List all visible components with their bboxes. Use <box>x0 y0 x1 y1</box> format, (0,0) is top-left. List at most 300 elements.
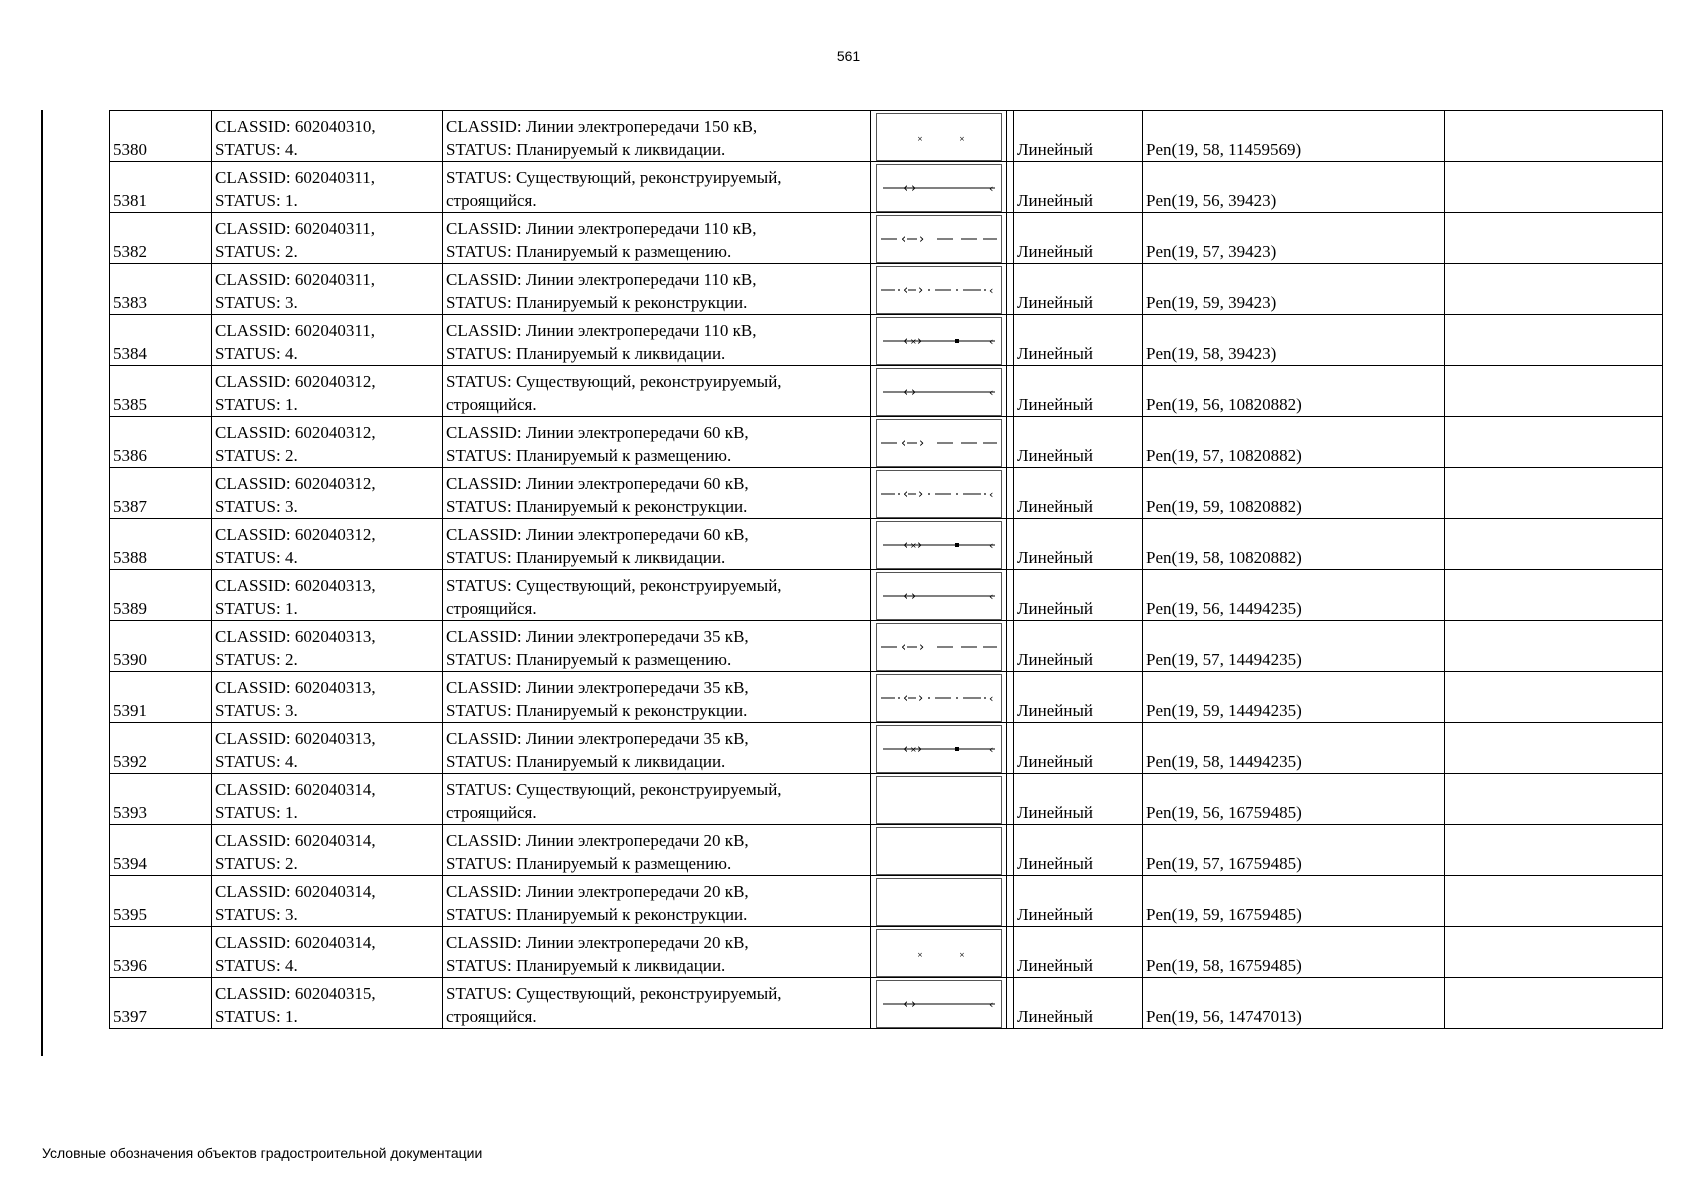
description-line-2: STATUS: Планируемый к реконструкции. <box>446 497 748 516</box>
pen-cell: Pen(19, 57, 10820882) <box>1143 417 1445 468</box>
extra-cell <box>1445 927 1663 978</box>
extra-cell <box>1445 876 1663 927</box>
table-row <box>110 264 1663 315</box>
column-gap <box>1007 672 1014 723</box>
description-line-2: STATUS: Планируемый к реконструкции. <box>446 293 748 312</box>
pen-cell: Pen(19, 58, 11459569) <box>1143 111 1445 162</box>
classid-cell <box>212 621 443 672</box>
description-line-1: CLASSID: Линии электропередачи 20 кВ, <box>446 882 749 901</box>
svg-text:‹: ‹ <box>903 181 909 196</box>
description-line-2: STATUS: Планируемый к реконструкции. <box>446 905 748 924</box>
description-line-1: CLASSID: Линии электропередачи 35 кВ, <box>446 729 749 748</box>
svg-text:›: › <box>917 742 923 757</box>
svg-text:‹: ‹ <box>989 284 994 297</box>
classid-text: CLASSID: 602040310, <box>215 117 376 136</box>
row-id: 5391 <box>110 672 212 723</box>
line-symbol <box>876 878 1002 926</box>
description-line-2: STATUS: Планируемый к ликвидации. <box>446 956 726 975</box>
line-symbol <box>876 980 1002 1028</box>
pen-cell: Pen(19, 59, 16759485) <box>1143 876 1445 927</box>
extra-cell <box>1445 264 1663 315</box>
pen-cell: Pen(19, 56, 10820882) <box>1143 366 1445 417</box>
line-symbol-graphic <box>877 879 1001 925</box>
status-text: STATUS: 1. <box>215 191 298 210</box>
description-line-2: STATUS: Планируемый к ликвидации. <box>446 752 726 771</box>
extra-cell <box>1445 366 1663 417</box>
description-cell <box>443 876 871 927</box>
table-row <box>110 162 1663 213</box>
symbol-cell <box>871 111 1007 162</box>
extra-cell <box>1445 621 1663 672</box>
classid-text: CLASSID: 602040312, <box>215 372 376 391</box>
svg-text:‹: ‹ <box>901 436 907 451</box>
classid-text: CLASSID: 602040313, <box>215 627 376 646</box>
column-gap <box>1007 468 1014 519</box>
description-line-2: STATUS: Планируемый к ликвидации. <box>446 344 726 363</box>
column-gap <box>1007 570 1014 621</box>
classid-text: CLASSID: 602040312, <box>215 423 376 442</box>
type-cell: Линейный <box>1014 927 1143 978</box>
symbol-cell <box>871 672 1007 723</box>
classid-cell <box>212 111 443 162</box>
pen-cell: Pen(19, 57, 39423) <box>1143 213 1445 264</box>
pen-cell: Pen(19, 57, 14494235) <box>1143 621 1445 672</box>
table-row <box>110 366 1663 417</box>
table-row <box>110 468 1663 519</box>
classid-text: CLASSID: 602040311, <box>215 168 375 187</box>
svg-text:‹: ‹ <box>903 589 909 604</box>
svg-text:‹: ‹ <box>989 386 994 399</box>
status-text: STATUS: 3. <box>215 701 298 720</box>
description-cell <box>443 366 871 417</box>
classid-cell <box>212 264 443 315</box>
svg-text:›: › <box>911 997 917 1012</box>
status-text: STATUS: 1. <box>215 395 298 414</box>
type-cell: Линейный <box>1014 111 1143 162</box>
line-symbol <box>876 827 1002 875</box>
symbol-cell <box>871 927 1007 978</box>
row-id: 5380 <box>110 111 212 162</box>
line-symbol-graphic <box>877 216 1001 262</box>
line-symbol <box>876 215 1002 263</box>
description-line-2: STATUS: Планируемый к ликвидации. <box>446 140 726 159</box>
extra-cell <box>1445 519 1663 570</box>
classid-cell <box>212 366 443 417</box>
extra-cell <box>1445 723 1663 774</box>
svg-text:‹: ‹ <box>901 640 907 655</box>
svg-text:×: × <box>917 135 923 143</box>
svg-text:›: › <box>918 487 924 502</box>
description-line-1: CLASSID: Линии электропередачи 35 кВ, <box>446 678 749 697</box>
description-cell <box>443 417 871 468</box>
symbol-cell <box>871 825 1007 876</box>
line-symbol-graphic <box>877 318 1001 364</box>
extra-cell <box>1445 774 1663 825</box>
row-id: 5389 <box>110 570 212 621</box>
extra-cell <box>1445 468 1663 519</box>
classid-text: CLASSID: 602040314, <box>215 933 376 952</box>
classid-text: CLASSID: 602040311, <box>215 219 375 238</box>
line-symbol-graphic <box>877 471 1001 517</box>
line-symbol-graphic <box>877 522 1001 568</box>
classid-cell <box>212 723 443 774</box>
classid-text: CLASSID: 602040314, <box>215 882 376 901</box>
table-row <box>110 570 1663 621</box>
description-cell <box>443 468 871 519</box>
classid-text: CLASSID: 602040313, <box>215 576 376 595</box>
table-row <box>110 723 1663 774</box>
status-text: STATUS: 4. <box>215 344 298 363</box>
row-id: 5393 <box>110 774 212 825</box>
status-text: STATUS: 1. <box>215 599 298 618</box>
line-symbol <box>876 470 1002 518</box>
symbol-cell <box>871 213 1007 264</box>
svg-text:‹: ‹ <box>903 997 909 1012</box>
status-text: STATUS: 4. <box>215 548 298 567</box>
svg-text:‹: ‹ <box>903 283 909 298</box>
row-id: 5381 <box>110 162 212 213</box>
svg-text:‹: ‹ <box>901 232 907 247</box>
description-line-2: STATUS: Планируемый к реконструкции. <box>446 701 748 720</box>
pen-cell: Pen(19, 58, 10820882) <box>1143 519 1445 570</box>
classid-cell <box>212 417 443 468</box>
svg-text:›: › <box>911 589 917 604</box>
svg-text:‹: ‹ <box>989 743 994 756</box>
column-gap <box>1007 621 1014 672</box>
line-symbol <box>876 113 1002 161</box>
classid-cell <box>212 213 443 264</box>
status-text: STATUS: 1. <box>215 1007 298 1026</box>
description-line-2: STATUS: Планируемый к размещению. <box>446 854 732 873</box>
extra-cell <box>1445 570 1663 621</box>
classid-cell <box>212 519 443 570</box>
symbol-cell <box>871 570 1007 621</box>
type-cell: Линейный <box>1014 519 1143 570</box>
type-cell: Линейный <box>1014 417 1143 468</box>
description-line-1: STATUS: Существующий, реконструируемый, <box>446 576 782 595</box>
extra-cell <box>1445 417 1663 468</box>
line-symbol <box>876 674 1002 722</box>
status-text: STATUS: 2. <box>215 650 298 669</box>
pen-cell: Pen(19, 56, 16759485) <box>1143 774 1445 825</box>
type-cell: Линейный <box>1014 621 1143 672</box>
svg-text:‹: ‹ <box>989 488 994 501</box>
svg-text:‹: ‹ <box>903 742 909 757</box>
symbol-cell <box>871 417 1007 468</box>
description-line-1: STATUS: Существующий, реконструируемый, <box>446 780 782 799</box>
status-text: STATUS: 2. <box>215 854 298 873</box>
line-symbol-graphic <box>877 675 1001 721</box>
svg-text:‹: ‹ <box>989 998 994 1011</box>
description-line-1: CLASSID: Линии электропередачи 35 кВ, <box>446 627 749 646</box>
line-symbol <box>876 725 1002 773</box>
symbol-cell <box>871 162 1007 213</box>
type-cell: Линейный <box>1014 162 1143 213</box>
row-id: 5395 <box>110 876 212 927</box>
table-row <box>110 213 1663 264</box>
description-cell <box>443 213 871 264</box>
pen-cell: Pen(19, 59, 10820882) <box>1143 468 1445 519</box>
type-cell: Линейный <box>1014 672 1143 723</box>
classid-cell <box>212 570 443 621</box>
line-symbol <box>876 266 1002 314</box>
line-symbol-graphic <box>877 726 1001 772</box>
table-row <box>110 315 1663 366</box>
description-cell <box>443 723 871 774</box>
description-line-1: STATUS: Существующий, реконструируемый, <box>446 372 782 391</box>
column-gap <box>1007 825 1014 876</box>
description-cell <box>443 570 871 621</box>
extra-cell <box>1445 111 1663 162</box>
table-row <box>110 876 1663 927</box>
column-gap <box>1007 264 1014 315</box>
symbol-cell <box>871 366 1007 417</box>
status-text: STATUS: 3. <box>215 497 298 516</box>
status-text: STATUS: 4. <box>215 956 298 975</box>
type-cell: Линейный <box>1014 468 1143 519</box>
row-id: 5397 <box>110 978 212 1029</box>
classid-cell <box>212 315 443 366</box>
type-cell: Линейный <box>1014 978 1143 1029</box>
classid-text: CLASSID: 602040315, <box>215 984 376 1003</box>
svg-text:›: › <box>919 640 925 655</box>
status-text: STATUS: 1. <box>215 803 298 822</box>
symbol-cell <box>871 723 1007 774</box>
classid-text: CLASSID: 602040313, <box>215 729 376 748</box>
description-cell <box>443 927 871 978</box>
description-cell <box>443 315 871 366</box>
description-line-2: строящийся. <box>446 1007 537 1026</box>
classid-text: CLASSID: 602040314, <box>215 780 376 799</box>
type-cell: Линейный <box>1014 825 1143 876</box>
classid-text: CLASSID: 602040313, <box>215 678 376 697</box>
row-id: 5390 <box>110 621 212 672</box>
description-cell <box>443 825 871 876</box>
status-text: STATUS: 3. <box>215 293 298 312</box>
type-cell: Линейный <box>1014 315 1143 366</box>
svg-text:‹: ‹ <box>903 691 909 706</box>
description-line-2: STATUS: Планируемый к размещению. <box>446 446 732 465</box>
description-line-1: CLASSID: Линии электропередачи 110 кВ, <box>446 321 757 340</box>
row-id: 5392 <box>110 723 212 774</box>
symbol-cell <box>871 621 1007 672</box>
pen-cell: Pen(19, 56, 14747013) <box>1143 978 1445 1029</box>
line-symbol-graphic <box>877 777 1001 823</box>
extra-cell <box>1445 978 1663 1029</box>
type-cell: Линейный <box>1014 876 1143 927</box>
legend-table <box>109 110 1663 1029</box>
description-cell <box>443 519 871 570</box>
line-symbol <box>876 164 1002 212</box>
type-cell: Линейный <box>1014 264 1143 315</box>
pen-cell: Pen(19, 58, 16759485) <box>1143 927 1445 978</box>
svg-text:×: × <box>959 135 965 143</box>
description-line-1: CLASSID: Линии электропередачи 20 кВ, <box>446 831 749 850</box>
row-id: 5396 <box>110 927 212 978</box>
row-id: 5386 <box>110 417 212 468</box>
description-line-1: CLASSID: Линии электропередачи 60 кВ, <box>446 525 749 544</box>
column-gap <box>1007 978 1014 1029</box>
type-cell: Линейный <box>1014 366 1143 417</box>
svg-text:×: × <box>959 951 965 959</box>
svg-text:›: › <box>918 283 924 298</box>
status-text: STATUS: 4. <box>215 140 298 159</box>
row-id: 5394 <box>110 825 212 876</box>
description-line-1: CLASSID: Линии электропередачи 110 кВ, <box>446 270 757 289</box>
symbol-cell <box>871 519 1007 570</box>
table-row <box>110 111 1663 162</box>
line-symbol-graphic <box>877 828 1001 874</box>
status-text: STATUS: 2. <box>215 446 298 465</box>
svg-text:›: › <box>919 436 925 451</box>
table-row <box>110 978 1663 1029</box>
svg-text:‹: ‹ <box>989 692 994 705</box>
classid-cell <box>212 672 443 723</box>
table-row <box>110 927 1663 978</box>
svg-text:‹: ‹ <box>989 590 994 603</box>
status-text: STATUS: 4. <box>215 752 298 771</box>
svg-text:×: × <box>910 745 917 754</box>
line-symbol-graphic <box>877 114 1001 160</box>
classid-cell <box>212 468 443 519</box>
description-line-2: строящийся. <box>446 191 537 210</box>
classid-cell <box>212 774 443 825</box>
type-cell: Линейный <box>1014 723 1143 774</box>
column-gap <box>1007 519 1014 570</box>
extra-cell <box>1445 825 1663 876</box>
symbol-cell <box>871 468 1007 519</box>
line-symbol <box>876 929 1002 977</box>
line-symbol <box>876 521 1002 569</box>
table-row <box>110 774 1663 825</box>
description-line-1: CLASSID: Линии электропередачи 60 кВ, <box>446 423 749 442</box>
classid-cell <box>212 162 443 213</box>
description-cell <box>443 672 871 723</box>
svg-text:‹: ‹ <box>903 385 909 400</box>
svg-text:‹: ‹ <box>903 334 909 349</box>
line-symbol <box>876 368 1002 416</box>
description-cell <box>443 162 871 213</box>
svg-text:×: × <box>910 541 917 550</box>
pen-cell: Pen(19, 56, 14494235) <box>1143 570 1445 621</box>
line-symbol <box>876 572 1002 620</box>
type-cell: Линейный <box>1014 213 1143 264</box>
svg-text:›: › <box>917 538 923 553</box>
column-gap <box>1007 876 1014 927</box>
description-line-1: CLASSID: Линии электропередачи 60 кВ, <box>446 474 749 493</box>
classid-cell <box>212 876 443 927</box>
line-symbol-graphic <box>877 573 1001 619</box>
svg-text:›: › <box>911 385 917 400</box>
svg-text:›: › <box>918 691 924 706</box>
line-symbol <box>876 623 1002 671</box>
column-gap <box>1007 774 1014 825</box>
svg-text:‹: ‹ <box>989 539 994 552</box>
classid-cell <box>212 825 443 876</box>
description-line-2: STATUS: Планируемый к ликвидации. <box>446 548 726 567</box>
classid-text: CLASSID: 602040312, <box>215 525 376 544</box>
line-symbol-graphic <box>877 981 1001 1027</box>
classid-cell <box>212 927 443 978</box>
status-text: STATUS: 2. <box>215 242 298 261</box>
row-id: 5384 <box>110 315 212 366</box>
description-line-1: STATUS: Существующий, реконструируемый, <box>446 168 782 187</box>
page-number: 561 <box>836 48 861 64</box>
row-id: 5385 <box>110 366 212 417</box>
svg-text:×: × <box>917 951 923 959</box>
classid-cell <box>212 978 443 1029</box>
svg-text:‹: ‹ <box>989 182 994 195</box>
pen-cell: Pen(19, 59, 14494235) <box>1143 672 1445 723</box>
symbol-cell <box>871 774 1007 825</box>
description-cell <box>443 978 871 1029</box>
row-id: 5383 <box>110 264 212 315</box>
description-line-2: STATUS: Планируемый к размещению. <box>446 242 732 261</box>
svg-text:×: × <box>910 337 917 346</box>
symbol-cell <box>871 876 1007 927</box>
description-line-1: STATUS: Существующий, реконструируемый, <box>446 984 782 1003</box>
classid-text: CLASSID: 602040311, <box>215 321 375 340</box>
description-cell <box>443 264 871 315</box>
description-line-2: строящийся. <box>446 599 537 618</box>
column-gap <box>1007 315 1014 366</box>
column-gap <box>1007 723 1014 774</box>
table-row <box>110 417 1663 468</box>
pen-cell: Pen(19, 58, 39423) <box>1143 315 1445 366</box>
description-line-2: строящийся. <box>446 395 537 414</box>
extra-cell <box>1445 162 1663 213</box>
column-gap <box>1007 366 1014 417</box>
extra-cell <box>1445 315 1663 366</box>
description-line-2: STATUS: Планируемый к размещению. <box>446 650 732 669</box>
line-symbol-graphic <box>877 420 1001 466</box>
line-symbol-graphic <box>877 624 1001 670</box>
table-row <box>110 519 1663 570</box>
table-row <box>110 672 1663 723</box>
description-cell <box>443 621 871 672</box>
row-id: 5382 <box>110 213 212 264</box>
column-gap <box>1007 111 1014 162</box>
symbol-cell <box>871 264 1007 315</box>
status-text: STATUS: 3. <box>215 905 298 924</box>
svg-text:‹: ‹ <box>903 487 909 502</box>
svg-text:›: › <box>917 334 923 349</box>
line-symbol-graphic <box>877 165 1001 211</box>
classid-text: CLASSID: 602040312, <box>215 474 376 493</box>
pen-cell: Pen(19, 57, 16759485) <box>1143 825 1445 876</box>
extra-cell <box>1445 672 1663 723</box>
description-line-1: CLASSID: Линии электропередачи 20 кВ, <box>446 933 749 952</box>
classid-text: CLASSID: 602040314, <box>215 831 376 850</box>
description-cell <box>443 774 871 825</box>
description-line-2: строящийся. <box>446 803 537 822</box>
description-line-1: CLASSID: Линии электропередачи 150 кВ, <box>446 117 758 136</box>
description-cell <box>443 111 871 162</box>
legend-table-body <box>110 111 1663 1029</box>
line-symbol-graphic <box>877 369 1001 415</box>
table-row <box>110 825 1663 876</box>
row-id: 5387 <box>110 468 212 519</box>
extra-cell <box>1445 213 1663 264</box>
row-id: 5388 <box>110 519 212 570</box>
line-symbol-graphic <box>877 930 1001 976</box>
pen-cell: Pen(19, 58, 14494235) <box>1143 723 1445 774</box>
column-gap <box>1007 417 1014 468</box>
classid-text: CLASSID: 602040311, <box>215 270 375 289</box>
symbol-cell <box>871 315 1007 366</box>
line-symbol <box>876 317 1002 365</box>
symbol-cell <box>871 978 1007 1029</box>
